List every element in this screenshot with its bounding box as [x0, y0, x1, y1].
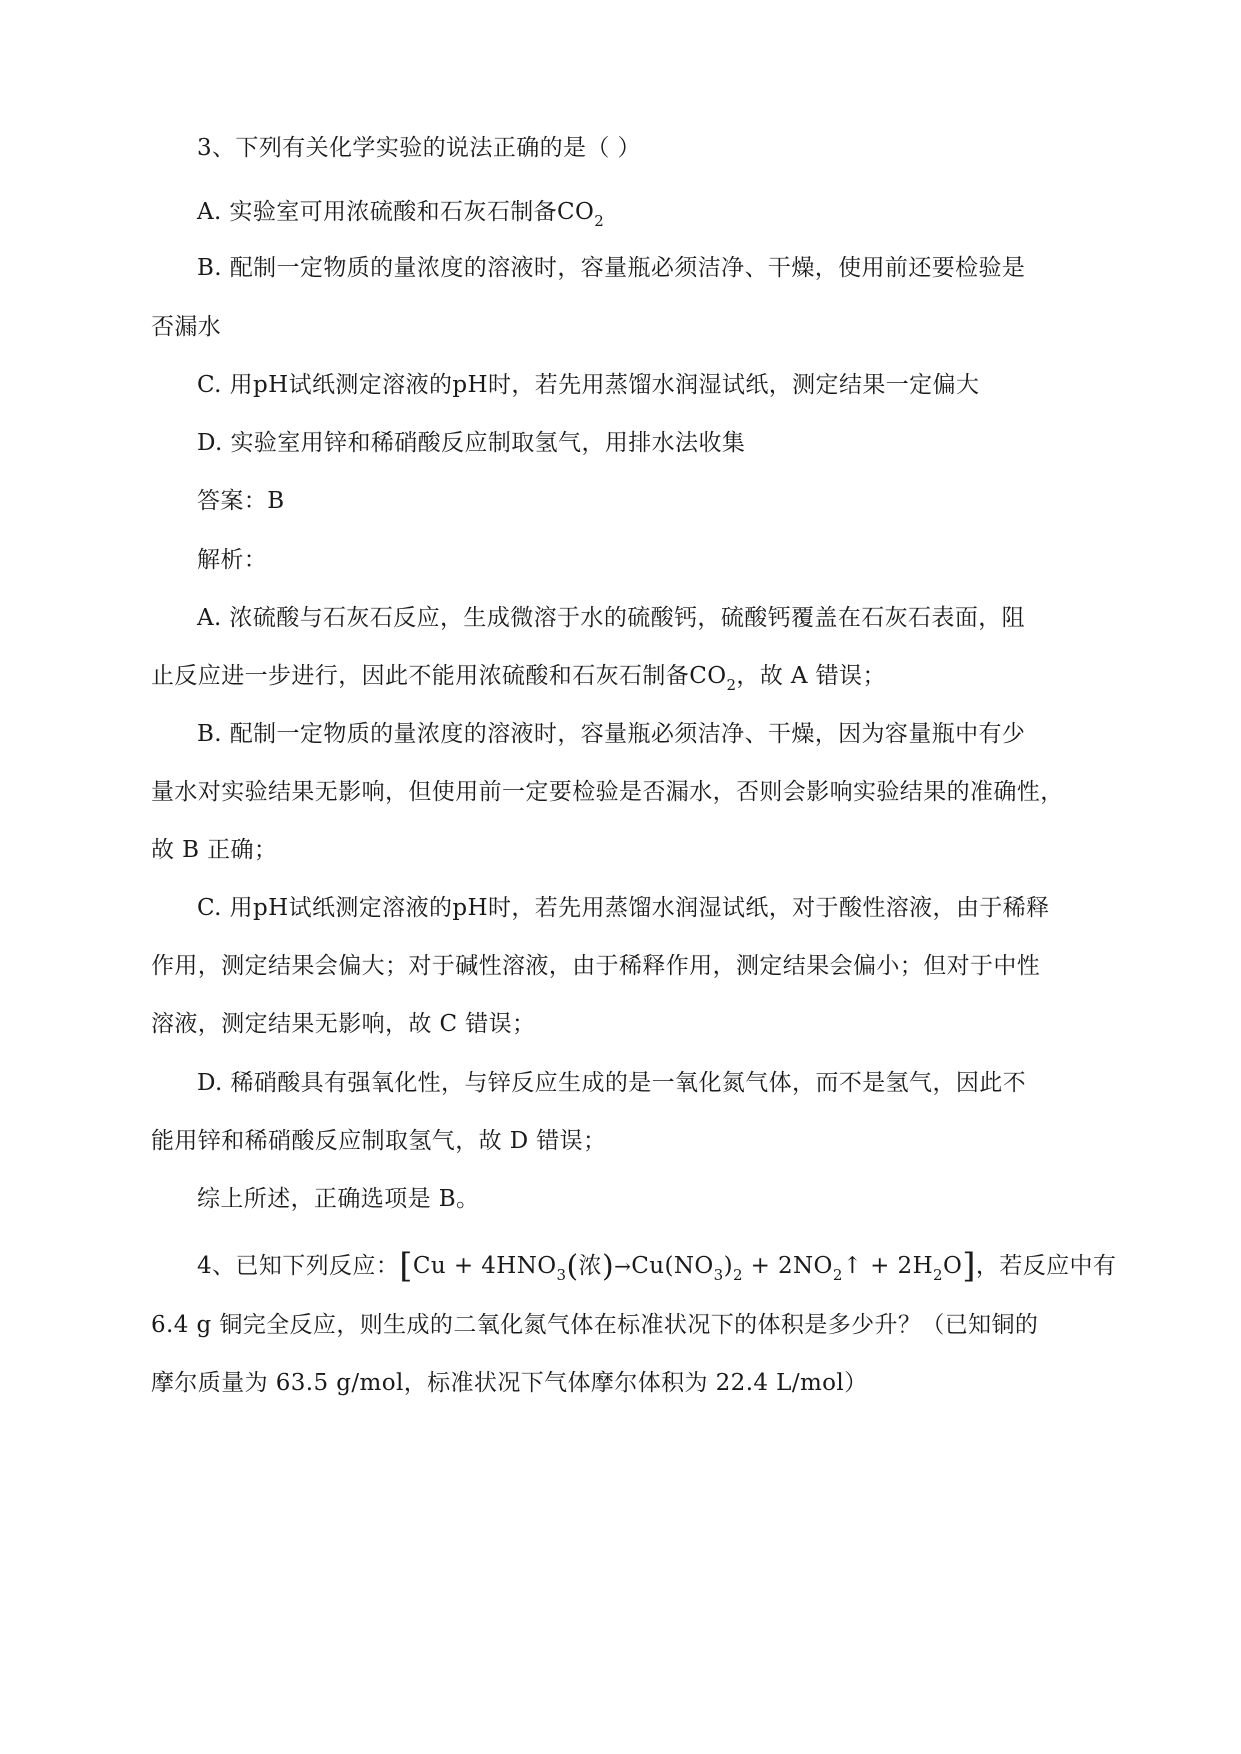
equation-product-3: + 2H: [862, 1253, 934, 1279]
product-1-subscript: 2: [732, 1266, 743, 1284]
question-3-option-b-line2: 否漏水: [151, 314, 222, 340]
answer-line: 答案：B: [197, 488, 285, 514]
question-4-stem: [197, 1246, 1117, 1286]
equation-right-paren: ): [601, 1249, 615, 1284]
equation-right-bracket: ]: [962, 1246, 976, 1286]
h2o-subscript: 2: [933, 1266, 943, 1284]
analysis-label: 解析：: [197, 547, 268, 573]
co2-subscript: 2: [594, 212, 605, 230]
reaction-arrow-icon: →: [614, 1254, 632, 1278]
question-3-option-c: C. 用pH试纸测定溶液的pH时，若先用蒸馏水润湿试纸，测定结果一定偏大: [197, 372, 980, 398]
analysis-a-line2-text: 止反应进一步进行，因此不能用浓硫酸和石灰石制备CO: [151, 663, 727, 689]
option-a-text: A. 实验室可用浓硫酸和石灰石制备CO: [197, 199, 595, 225]
concentrated-label: 浓: [578, 1253, 602, 1279]
co2-subscript: 2: [726, 676, 737, 694]
question-3-stem: 3、下列有关化学实验的说法正确的是（ ）: [197, 135, 641, 161]
analysis-c-line3: 溶液，测定结果无影响，故 C 错误；: [151, 1011, 536, 1037]
summary-line: 综上所述，正确选项是 B。: [197, 1186, 480, 1212]
analysis-a-line2: [151, 661, 886, 693]
analysis-b-line3: 故 B 正确；: [151, 837, 278, 863]
equation-product-1-close: ): [723, 1253, 733, 1279]
gas-up-arrow-icon: ↑: [842, 1253, 863, 1279]
analysis-c-line2: 作用，测定结果会偏大；对于碱性溶液，由于稀释作用，测定结果会偏小；但对于中性: [151, 953, 1041, 979]
nitrate-subscript-2: 3: [713, 1266, 724, 1284]
no2-subscript: 2: [832, 1266, 843, 1284]
equation-left-paren: (: [566, 1249, 579, 1284]
nitrate-subscript: 3: [556, 1266, 567, 1284]
question-3-option-b-line1: B. 配制一定物质的量浓度的溶液时，容量瓶必须洁净、干燥，使用前还要检验是: [197, 255, 1026, 281]
analysis-d-line1: D. 稀硝酸具有强氧化性，与锌反应生成的是一氧化氮气体，而不是氢气，因此不: [197, 1070, 1027, 1096]
question-4-line2: 6.4 g 铜完全反应，则生成的二氧化氮气体在标准状况下的体积是多少升？（已知铜的: [151, 1312, 1039, 1338]
equation-product-1: Cu(NO: [631, 1253, 714, 1279]
question-4-line3: 摩尔质量为 63.5 g/mol，标准状况下气体摩尔体积为 22.4 L/mol）: [151, 1370, 868, 1396]
analysis-a-line2-end: ，故 A 错误；: [736, 663, 886, 689]
equation-left-bracket: [: [399, 1246, 413, 1286]
question-4-prefix: 4、已知下列反应：: [197, 1253, 400, 1279]
question-3-option-d: D. 实验室用锌和稀硝酸反应制取氢气，用排水法收集: [197, 430, 746, 456]
analysis-b-line2: 量水对实验结果无影响，但使用前一定要检验是否漏水，否则会影响实验结果的准确性，: [151, 779, 1064, 805]
equation-oxygen: O: [942, 1253, 963, 1279]
analysis-d-line2: 能用锌和稀硝酸反应制取氢气，故 D 错误；: [151, 1128, 607, 1154]
chemical-equation: [399, 1246, 976, 1286]
question-3-option-a: [197, 197, 604, 229]
equation-product-2: + 2NO: [742, 1253, 833, 1279]
analysis-a-line1: A. 浓硫酸与石灰石反应，生成微溶于水的硫酸钙，硫酸钙覆盖在石灰石表面，阻: [197, 605, 1026, 631]
analysis-c-line1: C. 用pH试纸测定溶液的pH时，若先用蒸馏水润湿试纸，对于酸性溶液，由于稀释: [197, 895, 1050, 921]
equation-reactants: Cu + 4HNO: [412, 1253, 557, 1279]
question-4-suffix: ，若反应中有: [975, 1253, 1117, 1279]
analysis-b-line1: B. 配制一定物质的量浓度的溶液时，容量瓶必须洁净、干燥，因为容量瓶中有少: [197, 721, 1026, 747]
